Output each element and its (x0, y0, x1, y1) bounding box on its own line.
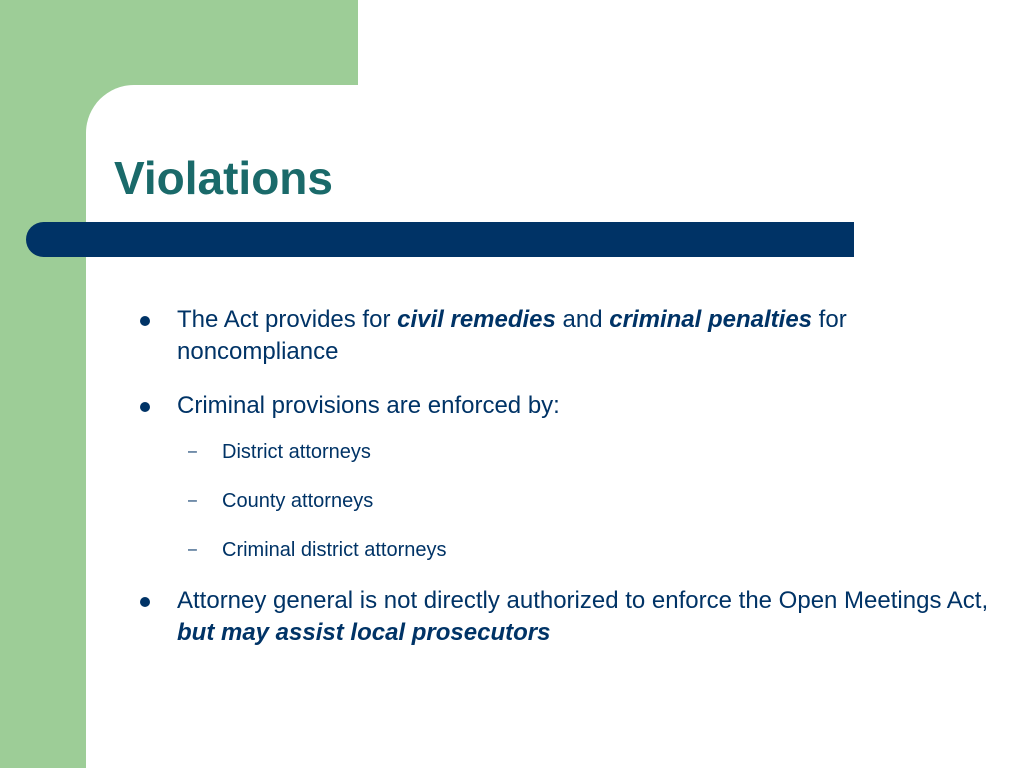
sub-bullet-list (140, 438, 990, 564)
bullet-dot-icon (140, 597, 150, 607)
bullet-list (140, 304, 990, 671)
emphasis-assist-prosecutors: but may assist local prosecutors (177, 619, 551, 646)
bullet-text: and (555, 306, 610, 333)
sub-item-text: District attorneys (222, 441, 371, 463)
bullet-dot-icon (140, 316, 150, 326)
bullet-item-enforcement (140, 390, 990, 422)
sub-item-text: Criminal district attorneys (222, 539, 447, 561)
sub-item-criminal-district-attorneys (140, 536, 990, 564)
emphasis-criminal-penalties: criminal penalties (609, 306, 813, 333)
bullet-text: The Act provides for (177, 306, 398, 333)
bullet-item-remedies (140, 304, 990, 368)
dash-icon: – (188, 541, 197, 558)
dash-icon: – (188, 492, 197, 509)
emphasis-civil-remedies: civil remedies (397, 306, 556, 333)
bullet-item-attorney-general (140, 585, 990, 649)
bullet-text: Criminal provisions are enforced by: (177, 392, 560, 419)
sub-item-text: County attorneys (222, 490, 374, 512)
green-accent-strip (0, 0, 86, 768)
title-underline-bar (26, 222, 854, 257)
sub-item-county-attorneys (140, 487, 990, 515)
sub-item-district-attorneys (140, 438, 990, 466)
bullet-dot-icon (140, 402, 150, 412)
dash-icon: – (188, 443, 197, 460)
bullet-text: for noncompliance (177, 306, 847, 365)
bullet-text: Attorney general is not directly authorized to enforce the Open Meetings Act, (177, 587, 989, 614)
slide-title: Violations (114, 152, 333, 204)
